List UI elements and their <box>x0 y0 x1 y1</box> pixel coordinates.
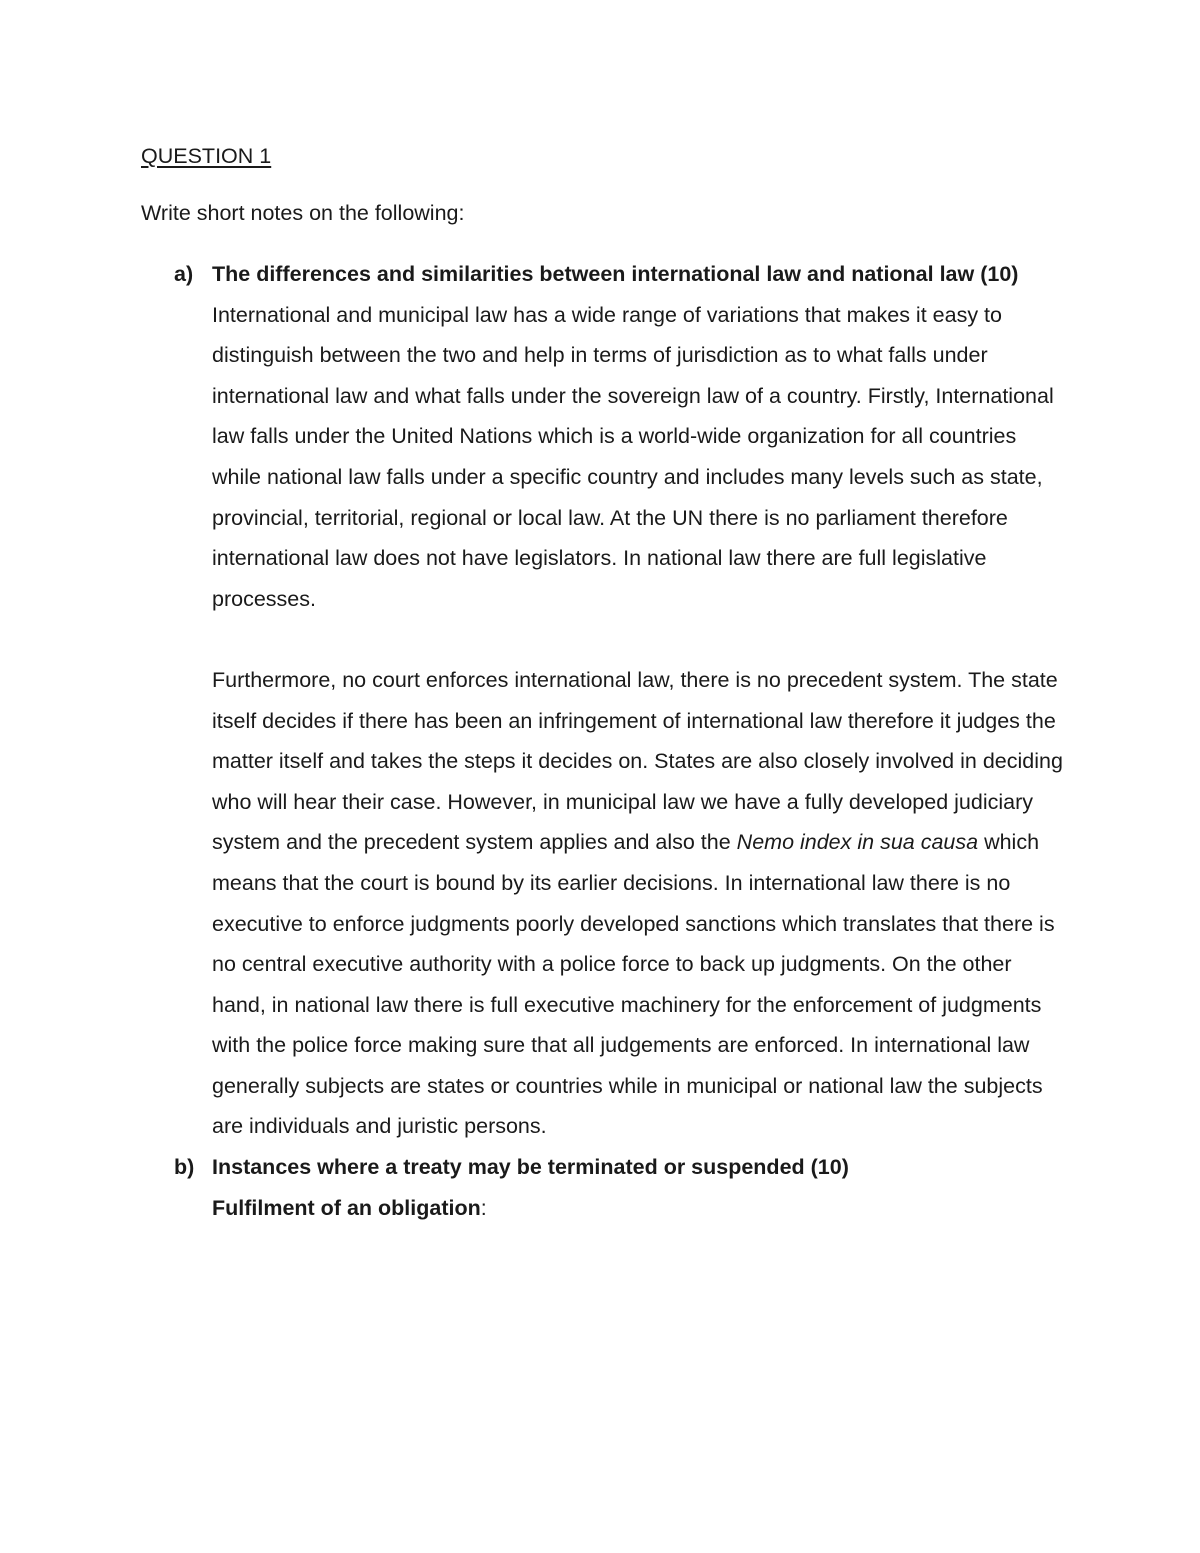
answer-paragraph-2 <box>212 660 1071 1147</box>
list-item-a <box>141 254 1071 1147</box>
item-marker-b: b) <box>174 1155 195 1180</box>
paragraph-spacer <box>212 619 1071 660</box>
list-item-b <box>141 1147 1071 1228</box>
paragraph-2-text-start: Furthermore, no court enforces international law, there is no precedent system. The state itself decides if there has been an infringement of international law therefore it judges the matter itself and takes the steps it decides on. States are also closely involved in deciding who will hear their case. However, in municipal law we have a fully developed judiciary system and the precedent system applies and also the <box>212 667 1063 855</box>
subheading-colon: : <box>480 1195 487 1220</box>
subheading-fulfilment <box>212 1188 1071 1229</box>
item-heading-a: The differences and similarities between international law and national law (10) <box>212 262 1019 286</box>
item-marker-a: a) <box>174 262 194 286</box>
question-list <box>141 254 1071 1228</box>
subheading-text: Fulfilment of an obligation <box>212 1195 481 1220</box>
question-title: QUESTION 1 <box>141 144 272 168</box>
latin-phrase: Nemo index in sua causa <box>736 830 979 855</box>
answer-paragraph-1: International and municipal law has a wide range of variations that makes it easy to distinguish between the two and help in terms of jurisdiction as to what falls under international law and what falls under the sovereign law of a country. Firstly, International law falls under the United Nations which is a world-wide organization for all countries while national law falls under a specific country and includes many levels such as state, provincial, territorial, regional or local law. At the UN there is no parliament therefore international law does not have legislators. In national law there are full legislative processes. <box>212 302 1054 611</box>
item-heading-b: Instances where a treaty may be terminated or suspended (10) <box>212 1155 849 1180</box>
instruction-text: Write short notes on the following: <box>141 201 465 225</box>
paragraph-2-text-end: which means that the court is bound by its earlier decisions. In international law there is no executive to enforce judgments poorly developed sanctions which translates that there is no central executive authority with a police force to back up judgments. On the other hand, in national law there is full executive machinery for the enforcement of judgments with the police force making sure that all judgements are enforced. In international law generally subjects are states or countries while in municipal or national law the subjects are individuals and juristic persons. <box>212 830 1055 1139</box>
